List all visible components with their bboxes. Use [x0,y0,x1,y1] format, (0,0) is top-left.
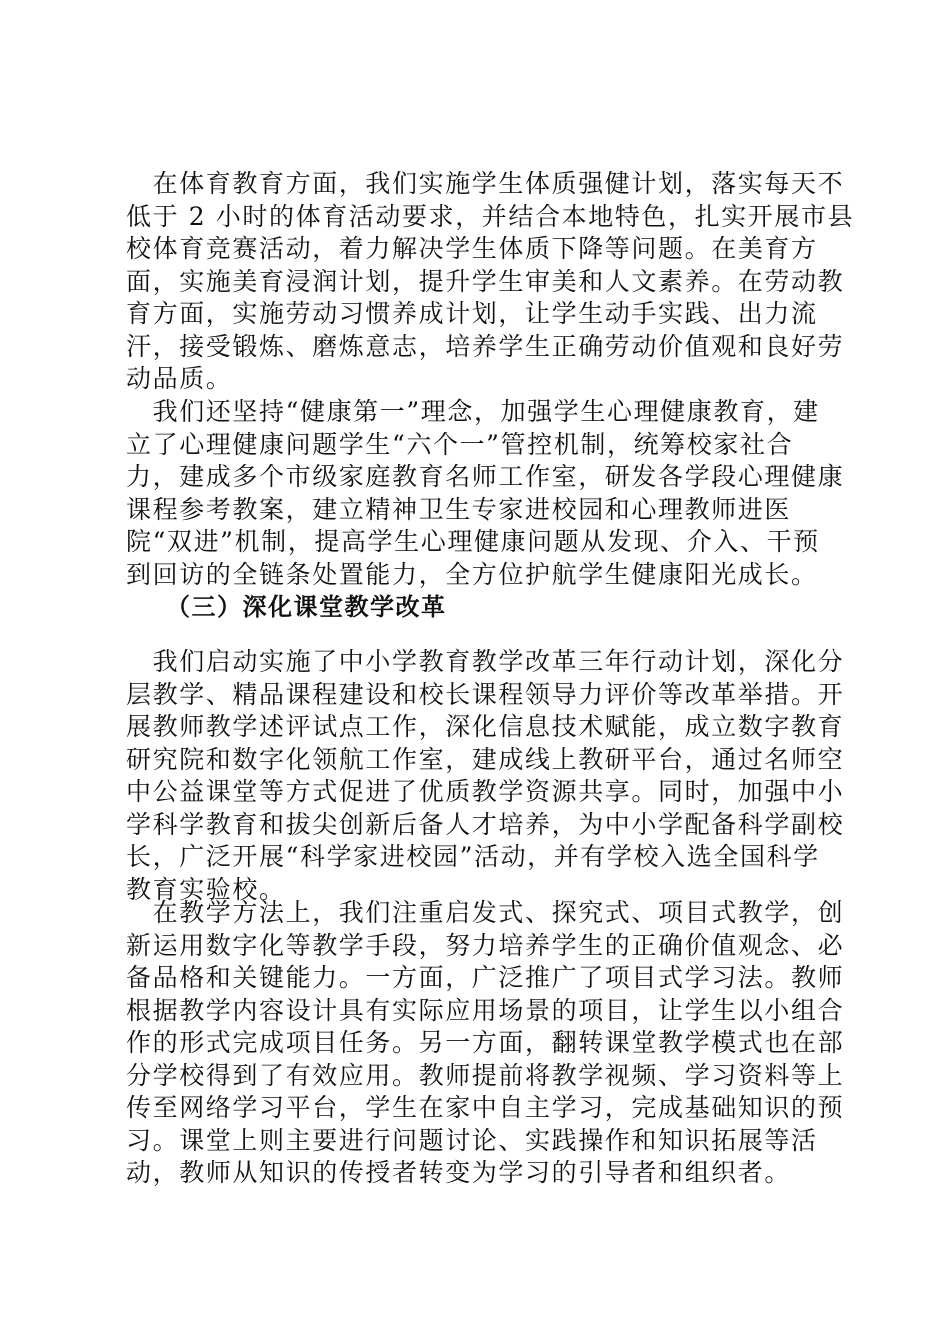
text-line: 在教学方法上，我们注重启发式、探究式、项目式教学，创 [126,898,845,927]
text-line: 新运用数字化等教学手段，努力培养学生的正确价值观念、必 [126,930,845,960]
text-line: 育方面，实施劳动习惯养成计划，让学生动手实践、出力流 [126,299,818,328]
section-heading: （三）深化课堂教学改革 [166,593,447,621]
text-line: 传至网络学习平台，学生在家中自主学习，完成基础知识的预 [126,1093,845,1122]
text-line: 动，教师从知识的传授者转变为学习的引导者和组织者。 [126,1158,792,1187]
text-line: 我们还坚持“健康第一”理念，加强学生心理健康教育，建 [126,397,820,426]
text-line: 分学校得到了有效应用。教师提前将教学视频、学习资料等上 [126,1060,845,1090]
text-line: 展教师教学述评试点工作，深化信息技术赋能，成立数字教育 [126,712,845,741]
text-line: 学科学教育和拔尖创新后备人才培养，为中小学配备科学副校 [126,809,845,839]
text-line: 面，实施美育浸润计划，提升学生审美和人文素养。在劳动教 [126,266,845,296]
text-line: 研究院和数字化领航工作室，建成线上教研平台，通过名师空 [126,744,845,774]
text-line: 教育实验校。 [126,874,286,904]
text-line: 汗，接受锻炼、磨炼意志，培养学生正确劳动价值观和良好劳 [126,331,845,361]
text-line: 到回访的全链条处置能力，全方位护航学生健康阳光成长。 [126,559,818,589]
text-line: 力，建成多个市级家庭教育名师工作室，研发各学段心理健康 [126,462,845,491]
text-line: 层教学、精品课程建设和校长课程领导力评价等改革举措。开 [126,679,845,709]
paragraph-mental-health [126,396,846,591]
paragraph-sports-education [126,168,855,396]
paragraph-teaching-reform [126,646,846,906]
paragraph-teaching-methods [126,897,846,1190]
text-line: 动品质。 [126,364,233,393]
text-line: 校体育竞赛活动，着力解决学生体质下降等问题。在美育方 [126,234,818,263]
text-line: 立了心理健康问题学生“六个一”管控机制，统筹校家社合 [126,429,794,459]
text-line: 中公益课堂等方式促进了优质教学资源共享。同时，加强中小 [126,777,845,806]
text-line: 长，广泛开展“科学家进校园”活动，并有学校入选全国科学 [126,842,820,871]
text-line: 习。课堂上则主要进行问题讨论、实践操作和知识拓展等活 [126,1125,818,1155]
text-line: 院“双进”机制，提高学生心理健康问题从发现、介入、干预 [126,527,820,556]
text-line: 我们启动实施了中小学教育教学改革三年行动计划，深化分 [126,647,845,676]
text-line: 根据教学内容设计具有实际应用场景的项目，让学生以小组合 [126,995,845,1025]
text-line: 备品格和关键能力。一方面，广泛推广了项目式学习法。教师 [126,963,845,992]
text-line: 低于 2 小时的体育活动要求，并结合本地特色，扎实开展市县 [126,201,855,231]
text-line: 在体育教育方面，我们实施学生体质强健计划，落实每天不 [126,169,845,198]
text-line: 作的形式完成项目任务。另一方面，翻转课堂教学模式也在部 [126,1028,845,1057]
text-line: 课程参考教案，建立精神卫生专家进校园和心理教师进医 [126,494,792,524]
